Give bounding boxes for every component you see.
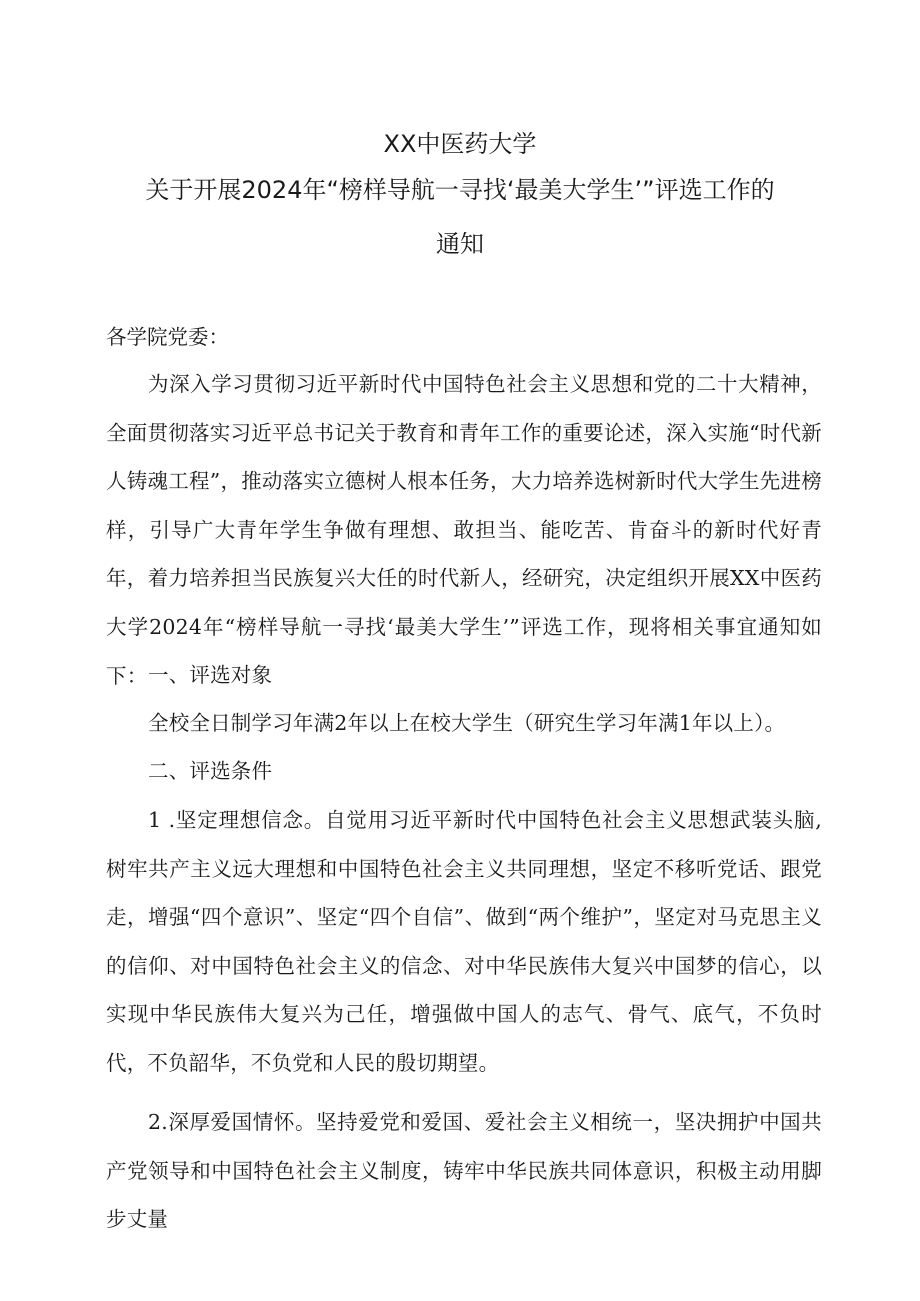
document-title-suffix: 通知 bbox=[436, 230, 484, 258]
section1-heading: 一、评选对象 bbox=[148, 663, 273, 687]
intro-paragraph-block bbox=[106, 360, 822, 700]
salutation: 各学院党委： bbox=[106, 325, 229, 349]
section1-heading-block bbox=[106, 651, 822, 700]
intro-paragraph: 为深入学习贯彻习近平新时代中国特色社会主义思想和党的二十大精神，全面贯彻落实习近平总书记关于教育和青年工作的重要论述，深入实施“时代新人铸魂工程”，推动落实立德树人根本任务，大力培养选树新时代大学生先进榜样，引导广大青年学生争做有理想、敢担当、能吃苦、肯奋斗的新时代好青年，着力培养担当民族复兴大任的时代新人，经研究，决定组织开展XX中医药大学2024年“榜样导航一寻找‘最美大学生’”评选工作，现将相关事宜通知如下： bbox=[106, 372, 822, 688]
criteria-item-1: 1 .坚定理想信念。自觉用习近平新时代中国特色社会主义思想武装头脑,树牢共产主义远大理想和中国特色社会主义共同理想，坚定不移听党话、跟党走，增强“四个意识”、坚定“四个自信”、做到“两个维护”，坚定对马克思主义的信仰、对中国特色社会主义的信念、对中华民族伟大复兴中国梦的信心，以实现中华民族伟大复兴为己任，增强做中国人的志气、骨气、底气，不负时代，不负韶华，不负党和人民的殷切期望。 bbox=[106, 808, 822, 1075]
document-title-main: 关于开展2024年“榜样导航一寻找‘最美大学生’”评选工作的 bbox=[145, 176, 775, 204]
section1-text-block bbox=[106, 699, 822, 748]
section1-text: 全校全日制学习年满2年以上在校大学生（研究生学习年满1年以上）。 bbox=[148, 711, 786, 735]
item2-block bbox=[106, 1098, 822, 1244]
item1-block bbox=[106, 796, 822, 1088]
section2-heading: 二、评选条件 bbox=[148, 759, 273, 783]
criteria-item-2: 2.深厚爱国情怀。坚持爱党和爱国、爱社会主义相统一，坚决拥护中国共产党领导和中国特色社会主义制度，铸牢中华民族共同体意识，积极主动用脚步丈量 bbox=[106, 1110, 822, 1232]
document-title-institution: XX中医药大学 bbox=[383, 130, 537, 158]
section2-heading-block bbox=[106, 747, 822, 796]
